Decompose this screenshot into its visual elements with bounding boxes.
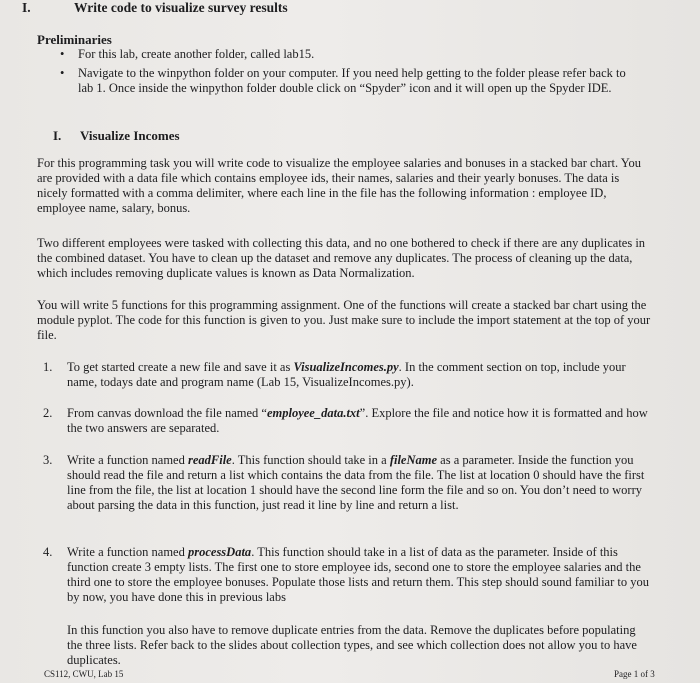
step-emphasis: employee_data.txt <box>266 406 360 420</box>
paragraph: You will write 5 functions for this programming assignment. One of the functions will create a stacked bar chart using the module pyplot. The code for this function is given to you. Just make sure to include the import statement at the top of your file. <box>37 298 651 342</box>
footer-page-number: Page 1 of 3 <box>614 669 655 679</box>
step-item <box>43 406 652 436</box>
step-text: To get started create a new file and save it as <box>67 360 294 374</box>
main-heading <box>22 0 288 16</box>
section-title: Visualize Incomes <box>80 128 180 143</box>
bullet-item <box>60 47 648 62</box>
heading-title: Write code to visualize survey results <box>74 0 288 15</box>
step-emphasis: fileName <box>389 453 438 467</box>
bullet-dot-icon: • <box>60 47 65 61</box>
section-heading <box>53 128 180 144</box>
step-text: Write a function named <box>67 453 188 467</box>
step-text: . In the comment section on top, include your name, todays date and program name (Lab 15, VisualizeIncomes.py). <box>67 360 626 389</box>
step-text: . This function should take in a list of data as the parameter. Inside of this function create 3 empty lists. The first one to store employee ids, second one to store the employee salaries and the third one to store the employee bonuses. Populate those lists and return them. This step should sound familiar to you by now, you have done this in previous labs <box>67 545 649 604</box>
bullet-dot-icon: • <box>60 66 65 80</box>
step-text: Write a function named <box>67 545 188 559</box>
step-text: as a parameter. Inside the function you should read the file and return a list which contains the data from the file. The list at location 0 should have the first line from the file, the list at location 1 should have the second line form the file and so on. You don’t need to worry about parsing the data in this function, just read it line by line and return a list. <box>67 453 645 512</box>
paragraph: Two different employees were tasked with collecting this data, and no one bothered to check if there are any duplicates in the combined dataset. You have to clean up the dataset and remove any duplicates. The process of cleaning up the data, which includes removing duplicate values is known as Data Normalization. <box>37 236 646 280</box>
step-extra-paragraph: In this function you also have to remove duplicate entries from the data. Remove the duplicates before populating the three lists. Refer back to the slides about collection types, and see which collection does not allow you to have duplicates. <box>67 623 637 667</box>
step-item <box>43 453 652 513</box>
step-text: . This function should take in a <box>231 453 390 467</box>
step-text: From canvas download the file named “ <box>67 406 267 420</box>
preliminaries-title: Preliminaries <box>37 32 112 47</box>
bullet-text: For this lab, create another folder, called lab15. <box>78 47 315 61</box>
step-emphasis: processData <box>187 545 252 559</box>
bullet-item <box>60 66 643 96</box>
step-number: 2. <box>43 406 53 420</box>
step-item <box>43 360 652 390</box>
step-number: 4. <box>43 545 53 559</box>
step-number: 1. <box>43 360 53 374</box>
step-number: 3. <box>43 453 53 467</box>
step-text: ”. Explore the file and notice how it is formatted and how the two answers are separated. <box>67 406 648 435</box>
footer-left: CS112, CWU, Lab 15 <box>44 669 124 679</box>
step-emphasis: readFile <box>187 453 232 467</box>
heading-number: I. <box>22 0 31 15</box>
step-item <box>43 545 652 605</box>
paragraph: For this programming task you will write code to visualize the employee salaries and bonuses in a stacked bar chart. You are provided with a data file which contains employee ids, their names, salaries and their yearly bonuses. The data is nicely formatted with a comma delimiter, where each line in the file has the following information : employee ID, employee name, salary, bonus. <box>37 156 642 215</box>
bullet-text: Navigate to the winpython folder on your computer. If you need help getting to the folder please refer back to lab 1. Once inside the winpython folder double click on “Spyder” icon and it will open up the Spyder IDE. <box>78 66 626 95</box>
section-number: I. <box>53 128 62 143</box>
step-emphasis: VisualizeIncomes.py <box>293 360 399 374</box>
